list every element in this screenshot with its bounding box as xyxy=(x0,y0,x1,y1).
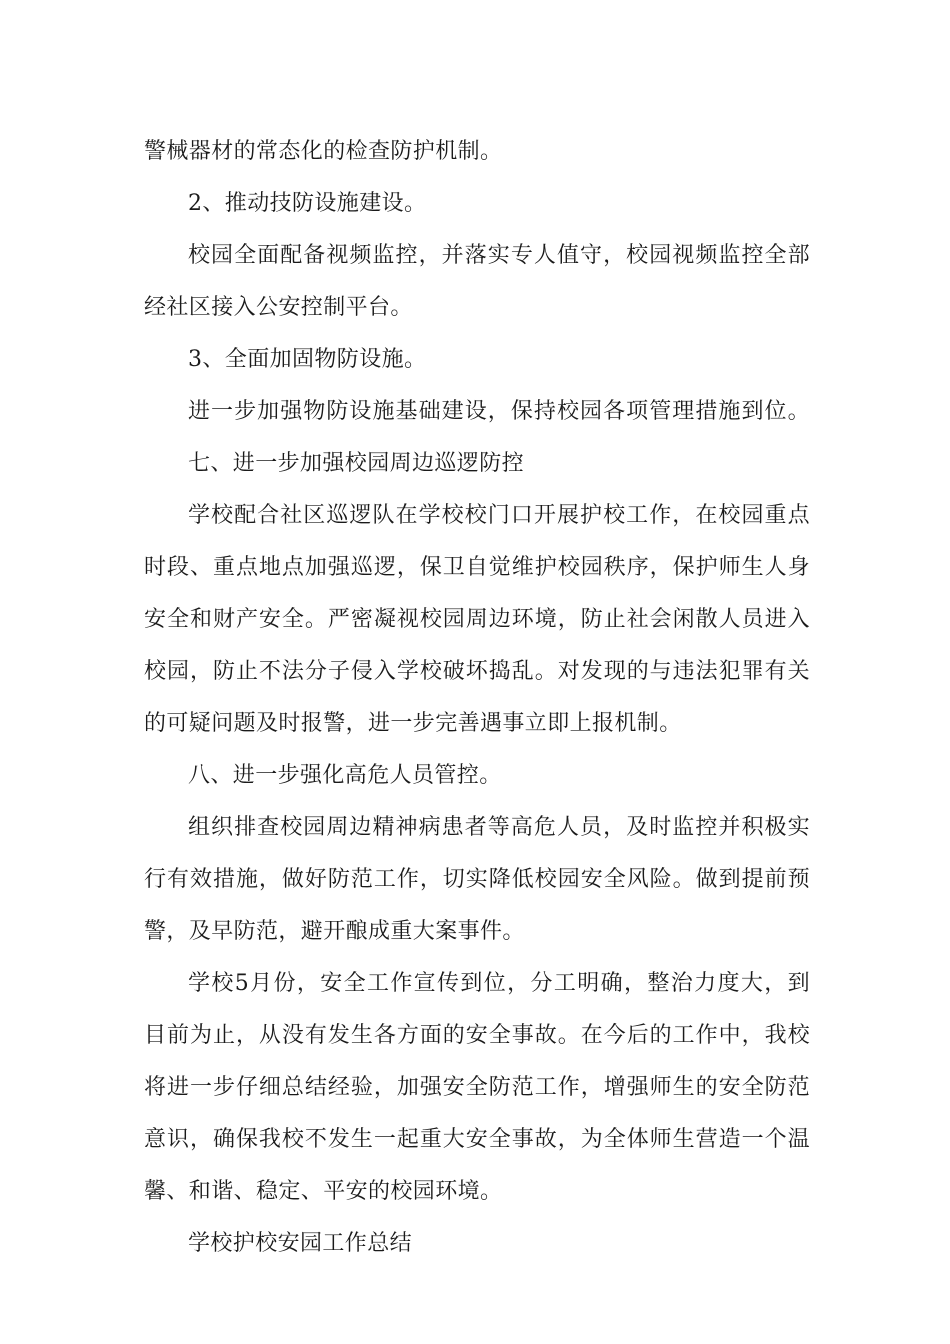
paragraph-line: 行有效措施，做好防范工作，切实降低校园安全风险。做到提前预 xyxy=(144,867,810,892)
section-heading: 2、推动技防设施建设。 xyxy=(188,191,427,216)
paragraph-line: 警械器材的常态化的检查防护机制。 xyxy=(144,139,503,164)
paragraph-line: 经社区接入公安控制平台。 xyxy=(144,295,413,320)
section-heading: 八、进一步强化高危人员管控。 xyxy=(188,763,502,788)
paragraph-line: 进一步加强物防设施基础建设，保持校园各项管理措施到位。 xyxy=(188,399,810,424)
paragraph-line: 警，及早防范，避开酿成重大案事件。 xyxy=(144,919,525,944)
paragraph-line: 时段、重点地点加强巡逻，保卫自觉维护校园秩序，保护师生人身 xyxy=(144,555,810,580)
paragraph-line: 校园全面配备视频监控，并落实专人值守，校园视频监控全部 xyxy=(188,243,810,268)
paragraph-line: 将进一步仔细总结经验，加强安全防范工作，增强师生的安全防范 xyxy=(144,1075,810,1100)
paragraph-line: 组织排查校园周边精神病患者等高危人员，及时监控并积极实 xyxy=(188,815,810,840)
paragraph-line: 学校配合社区巡逻队在学校校门口开展护校工作，在校园重点 xyxy=(188,503,810,528)
section-heading: 七、进一步加强校园周边巡逻防控 xyxy=(188,451,525,476)
paragraph-line: 学校5月份，安全工作宣传到位，分工明确，整治力度大，到 xyxy=(188,971,810,996)
paragraph-line: 的可疑问题及时报警，进一步完善遇事立即上报机制。 xyxy=(144,711,682,736)
paragraph-line: 意识，确保我校不发生一起重大安全事故，为全体师生营造一个温 xyxy=(144,1127,810,1152)
paragraph-line: 馨、和谐、稳定、平安的校园环境。 xyxy=(144,1179,503,1204)
document-title: 学校护校安园工作总结 xyxy=(188,1231,413,1256)
paragraph-line: 校园，防止不法分子侵入学校破坏捣乱。对发现的与违法犯罪有关 xyxy=(144,659,810,684)
paragraph-line: 安全和财产安全。严密凝视校园周边环境，防止社会闲散人员进入 xyxy=(144,607,810,632)
paragraph-line: 目前为止，从没有发生各方面的安全事故。在今后的工作中，我校 xyxy=(144,1023,810,1048)
section-heading: 3、全面加固物防设施。 xyxy=(188,347,427,372)
